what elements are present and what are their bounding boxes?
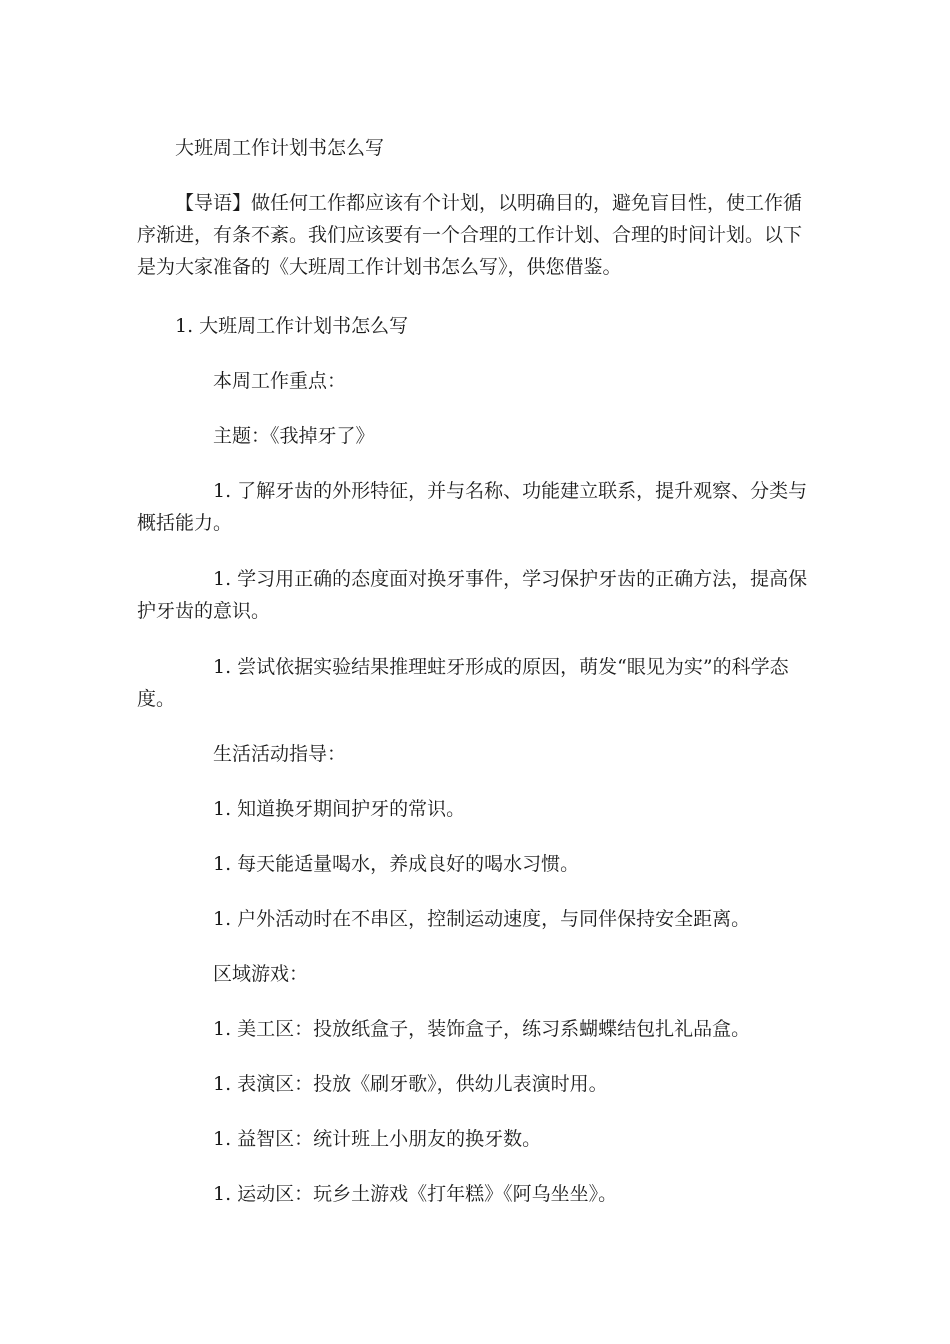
goal-item: 1. 尝试依据实验结果推理蛀牙形成的原因，萌发“眼见为实”的科学态度。: [137, 656, 789, 710]
focus-heading: 本周工作重点：: [213, 370, 347, 392]
intro-paragraph: 【导语】做任何工作都应该有个计划，以明确目的，避免盲目性，使工作循序渐进，有条不紊。我们应该要有一个合理的工作计划、合理的时间计划。以下是为大家准备的《大班周工作计划书怎么写》，供您借鉴。: [137, 192, 803, 278]
area-item: 1. 益智区：统计班上小朋友的换牙数。: [213, 1128, 542, 1150]
goal-item: 1. 学习用正确的态度面对换牙事件，学习保护牙齿的正确方法，提高保护牙齿的意识。: [137, 568, 808, 622]
life-item: 1. 知道换牙期间护牙的常识。: [213, 798, 466, 820]
document-title: 大班周工作计划书怎么写: [175, 137, 385, 159]
area-heading: 区域游戏：: [213, 963, 309, 985]
life-item: 1. 户外活动时在不串区，控制运动速度，与同伴保持安全距离。: [213, 908, 751, 930]
area-item: 1. 表演区：投放《刷牙歌》，供幼儿表演时用。: [213, 1073, 608, 1095]
area-item: 1. 美工区：投放纸盒子，装饰盒子，练习系蝴蝶结包扎礼品盒。: [213, 1018, 751, 1040]
goal-item: 1. 了解牙齿的外形特征，并与名称、功能建立联系，提升观察、分类与概括能力。: [137, 480, 808, 534]
area-item: 1. 运动区：玩乡土游戏《打年糕》《阿乌坐坐》。: [213, 1183, 618, 1205]
life-heading: 生活活动指导：: [213, 743, 347, 765]
life-item: 1. 每天能适量喝水，养成良好的喝水习惯。: [213, 853, 580, 875]
section-heading: 1. 大班周工作计划书怎么写: [175, 315, 409, 337]
theme-line: 主题：《我掉牙了》: [213, 425, 375, 447]
